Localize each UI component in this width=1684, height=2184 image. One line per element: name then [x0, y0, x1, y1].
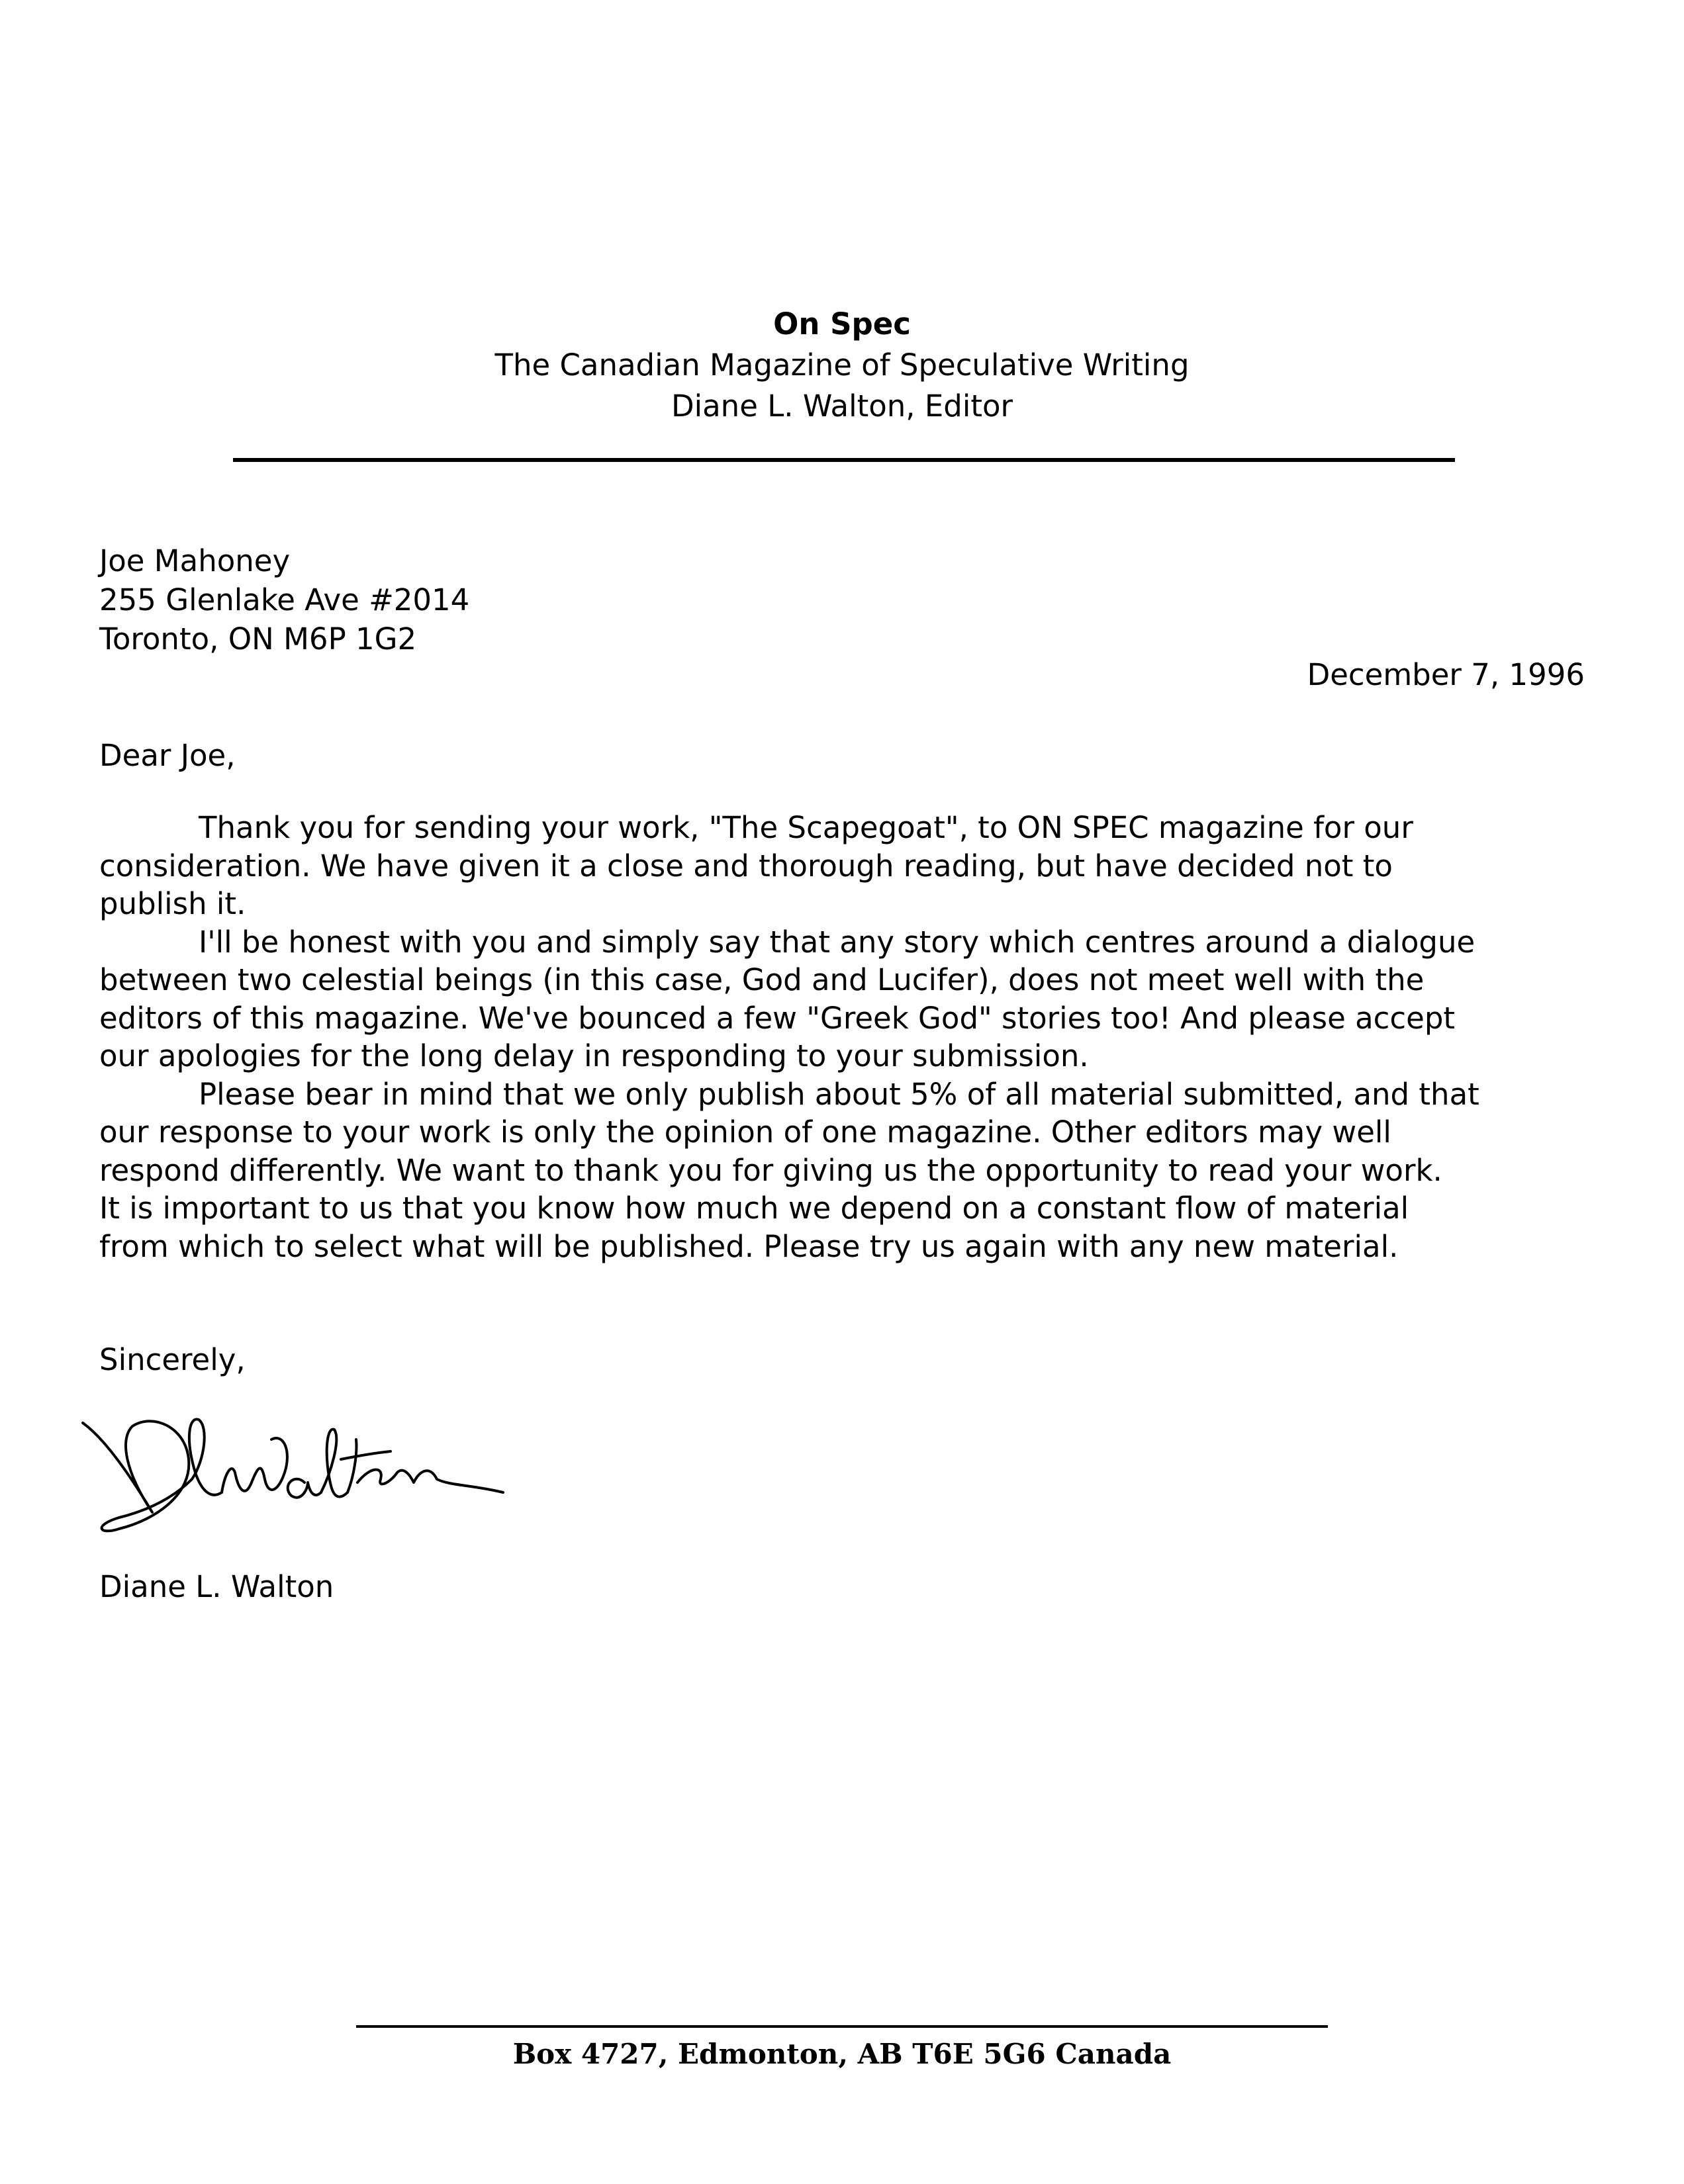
- body-line: I'll be honest with you and simply say that any story which centres around a dialogue: [199, 924, 1475, 960]
- body-line: respond differently. We want to thank you for giving us the opportunity to read your work.: [99, 1152, 1442, 1188]
- footer-divider: [356, 2025, 1328, 2028]
- body-line: It is important to us that you know how much we depend on a constant flow of material: [99, 1191, 1409, 1226]
- body-line: between two celestial beings (in this case, God and Lucifer), does not meet well with the: [99, 962, 1425, 997]
- signer-name: Diane L. Walton: [99, 1569, 334, 1604]
- body-line: from which to select what will be published. Please try us again with any new material.: [99, 1228, 1399, 1264]
- body-line: Please bear in mind that we only publish about 5% of all material submitted, and that: [199, 1076, 1479, 1112]
- letterhead-divider: [233, 458, 1455, 462]
- letterhead-subtitle: The Canadian Magazine of Speculative Writing: [494, 347, 1190, 383]
- recipient-street: 255 Glenlake Ave #2014: [99, 582, 470, 617]
- signature: [79, 1400, 543, 1552]
- body-line: Thank you for sending your work, "The Scapegoat", to ON SPEC magazine for our: [199, 810, 1413, 845]
- letter-date: December 7, 1996: [1307, 657, 1585, 692]
- body-line: our response to your work is only the opinion of one magazine. Other editors may well: [99, 1115, 1391, 1150]
- recipient-name: Joe Mahoney: [99, 543, 291, 578]
- body-line: publish it.: [99, 886, 246, 921]
- letterhead-title: On Spec: [773, 306, 911, 341]
- salutation: Dear Joe,: [99, 738, 236, 773]
- body-line: our apologies for the long delay in responding to your submission.: [99, 1038, 1089, 1073]
- letterhead-editor: Diane L. Walton, Editor: [671, 388, 1013, 424]
- body-line: consideration. We have given it a close and thorough reading, but have decided not to: [99, 848, 1393, 884]
- body-line: editors of this magazine. We've bounced a few "Greek God" stories too! And please accept: [99, 1000, 1456, 1036]
- footer-address: Box 4727, Edmonton, AB T6E 5G6 Canada: [512, 2038, 1172, 2070]
- recipient-city: Toronto, ON M6P 1G2: [99, 621, 417, 657]
- letter-body: [99, 809, 1595, 1265]
- closing: Sincerely,: [99, 1342, 246, 1377]
